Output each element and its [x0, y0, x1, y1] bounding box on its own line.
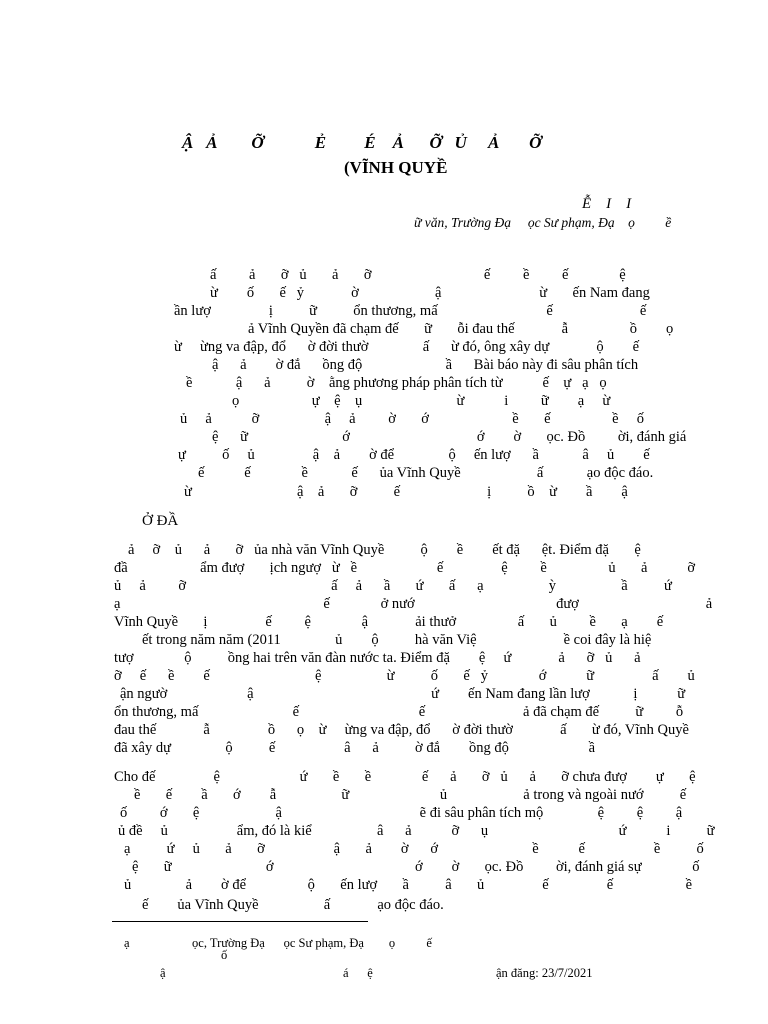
body-line: ết trong năm năm (2011 ủ ộ hà văn Việ ề coi đây là hiệ	[142, 632, 652, 648]
footnote-separator	[112, 921, 368, 922]
body-line: ế ủa Vĩnh Quyề ấ ạo độc đáo.	[142, 897, 444, 913]
author-name: Ễ I I	[582, 196, 632, 212]
paper-title: Ậ Ả Ỡ Ẻ É Ả Ỡ Ủ Ả Ỡ	[182, 133, 542, 152]
abstract-line: ế ế ề ế ủa Vĩnh Quyề ấ ạo độc đáo.	[198, 465, 654, 481]
abstract-line: ự ố ủ ậ ả ờ để ộ ến lượ ầ â ủ ế	[178, 447, 650, 463]
abstract-line: ần lượ ị ữ ổn thương, mấ ế ế	[174, 303, 647, 319]
abstract-line: ừ ừng va đập, đổ ờ đời thườ ấ ừ đó, ông xây dự ộ ế	[174, 339, 640, 355]
body-line: đầ ẩm đượ ịch ngượ ừ ề ế ệ ề ủ ả ỡ	[114, 560, 695, 576]
body-line: ổn thương, mấ ế ế ả đã chạm đế ữ ỗ	[114, 704, 684, 720]
body-line: ố ớ ệ ậ ẽ đi sâu phân tích mộ ệ ệ ậ	[120, 805, 683, 821]
body-line: ề ế ầ ớ ẫ ữ ủ ả trong và ngoài nướ ế	[134, 787, 687, 803]
footnote-received: ậ	[160, 966, 166, 980]
body-line: tượ ộ ồng hai trên văn đàn nước ta. Điểm đặ ệ ứ ả ỡ ủ ả	[114, 650, 641, 666]
paper-subtitle: (VĨNH QUYỀ	[344, 158, 448, 177]
section-heading: Ở ĐẦ	[142, 513, 179, 529]
footnote-revised: á ệ	[343, 966, 373, 980]
body-line: ận ngườ ậ ứ ến Nam đang lần lượ ị ữ	[120, 686, 686, 702]
body-line: ủ đề ủ ẩm, đó là kiể â ả ỡ ụ ứ i ữ	[118, 823, 715, 839]
abstract-line: ệ ữ ớ ớ ờ ọc. Đồ ời, đánh giá	[212, 429, 687, 445]
body-line: đau thế ẫ ồ ọ ừ ừng va đập, đổ ờ đời thườ ấ ừ đó, Vĩnh Quyề	[114, 722, 689, 738]
body-line: đã xây dự ộ ế â ả ờ đắ ồng độ ầ	[114, 740, 596, 756]
body-line: Vĩnh Quyề ị ế ệ ậ ải thưở ấ ủ ề ạ ế	[114, 614, 664, 630]
abstract-line: ậ ả ờ đắ ồng độ ầ Bài báo này đi sâu phân tích	[212, 357, 639, 373]
author-affiliation: ữ văn, Trường Đạ ọc Sư phạm, Đạ ọ ề	[414, 215, 672, 230]
abstract-line: ấ ả ỡ ủ ả ỡ ế ề ế ệ	[210, 267, 626, 283]
body-line: ạ ứ ủ ả ỡ ậ ả ờ ớ ề ế ề ố	[124, 841, 704, 857]
body-line: Cho đế ệ ứ ề ề ế ả ỡ ủ ả ỡ chưa đượ ự ệ	[114, 769, 696, 785]
body-line: ỡ ế ề ế ệ ừ ố ế ỷ ớ ữ ấ ủ	[114, 668, 695, 684]
abstract-line: ủ ả ỡ ậ ả ờ ớ ề ế ề ố	[180, 411, 644, 427]
footnote-accepted: ận đăng: 23/7/2021	[496, 966, 593, 980]
body-line: ạ ế ở nướ đượ ả	[114, 596, 713, 612]
keywords-line: ừ ậ ả ỡ ế ị ồ ừ ầ ậ	[184, 484, 628, 500]
footnote-email: ố	[221, 948, 228, 962]
abstract-line: ọ ự ệ ụ ừ i ữ ạ ừ	[232, 393, 611, 409]
abstract-line: ả Vĩnh Quyền đã chạm đế ữ ỗi đau thế ẫ ồ ọ	[248, 321, 674, 337]
body-line: ủ ả ờ để ộ ến lượ ầ â ủ ế ế ề	[124, 877, 693, 893]
body-line: ả ỡ ủ ả ỡ ủa nhà văn Vĩnh Quyề ộ ề ết đặ ệt. Điểm đặ ệ	[128, 542, 641, 558]
body-line: ủ ả ỡ ấ ả ầ ứ ấ ạ ỳ ầ ứ	[114, 578, 672, 594]
footnote-affiliation: ạ ọc, Trường Đạ ọc Sư phạm, Đạ ọ ế	[124, 936, 432, 950]
abstract-line: ừ ố ế ỷ ờ ậ ừ ến Nam đang	[210, 285, 650, 301]
abstract-line: ề ậ ả ờ ằng phương pháp phân tích từ ế ự ạ ọ	[186, 375, 607, 391]
body-line: ệ ữ ớ ớ ờ ọc. Đồ ời, đánh giá sự ố	[132, 859, 700, 875]
